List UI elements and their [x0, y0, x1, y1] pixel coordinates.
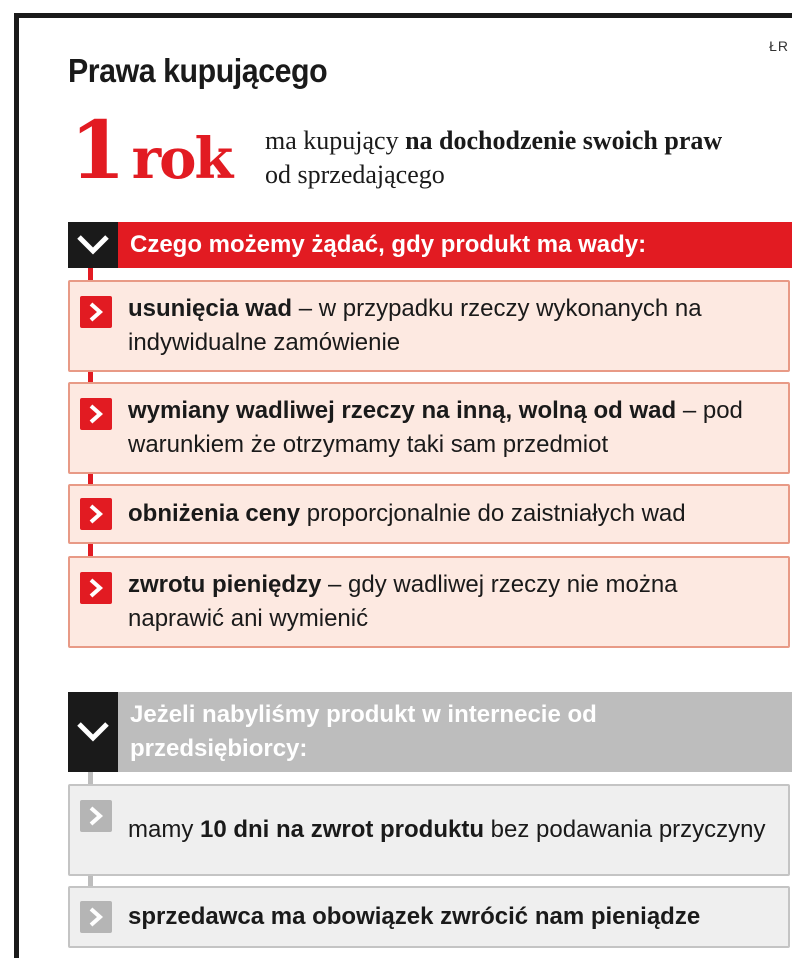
- frame-left-border: [14, 13, 19, 958]
- highlight-desc-2: od sprzedającego: [265, 160, 445, 189]
- section-header-label: Czego możemy żądać, gdy produkt ma wady:: [118, 222, 792, 268]
- item-text: proporcjonalnie do zaistniałych wad: [300, 500, 686, 527]
- chevron-right-icon: [80, 296, 112, 328]
- item-bold: obniżenia ceny: [128, 500, 301, 527]
- highlight-number: 1: [70, 103, 122, 197]
- list-item: [68, 556, 790, 648]
- author-credit: ŁR: [769, 38, 789, 54]
- highlight-desc-bold: na dochodzenie swoich praw: [405, 126, 723, 155]
- item-pre: mamy: [128, 816, 200, 843]
- item-bold: zwrotu pieniędzy: [128, 571, 322, 598]
- chevron-down-icon: [68, 692, 118, 772]
- section-header-internet: [68, 692, 792, 772]
- list-item: [68, 484, 790, 544]
- list-item: [68, 382, 790, 474]
- item-bold: usunięcia wad: [128, 295, 293, 322]
- chevron-down-icon: [68, 222, 118, 268]
- item-text: bez podawania przyczyny: [484, 816, 766, 843]
- frame-top-border: [14, 13, 792, 18]
- item-text: – pod warunkiem że otrzymamy taki sam przedmiot: [128, 397, 743, 458]
- chevron-right-icon: [80, 498, 112, 530]
- highlight-figure: [70, 103, 232, 197]
- page-title: Prawa kupującego: [68, 52, 328, 89]
- item-text: – w przypadku rzeczy wykonanych na indywidualne zamówienie: [128, 295, 702, 356]
- highlight-desc-1: ma kupujący: [265, 126, 406, 155]
- item-bold: sprzedawca ma obowiązek zwrócić nam pieniądze: [128, 903, 701, 930]
- list-item: [68, 784, 790, 876]
- item-text: – gdy wadliwej rzeczy nie można naprawić ani wymienić: [128, 571, 678, 632]
- list-item: [68, 280, 790, 372]
- highlight-description: [265, 124, 745, 192]
- chevron-right-icon: [80, 901, 112, 933]
- chevron-right-icon: [80, 398, 112, 430]
- chevron-right-icon: [80, 572, 112, 604]
- list-item: [68, 886, 790, 948]
- highlight-unit: rok: [131, 126, 232, 192]
- item-bold: 10 dni na zwrot produktu: [200, 816, 485, 843]
- section-header-defects: [68, 222, 792, 268]
- section-header-label: Jeżeli nabyliśmy produkt w internecie od przedsiębiorcy:: [118, 692, 792, 772]
- item-bold: wymiany wadliwej rzeczy na inną, wolną od wad: [128, 397, 677, 424]
- chevron-right-icon: [80, 800, 112, 832]
